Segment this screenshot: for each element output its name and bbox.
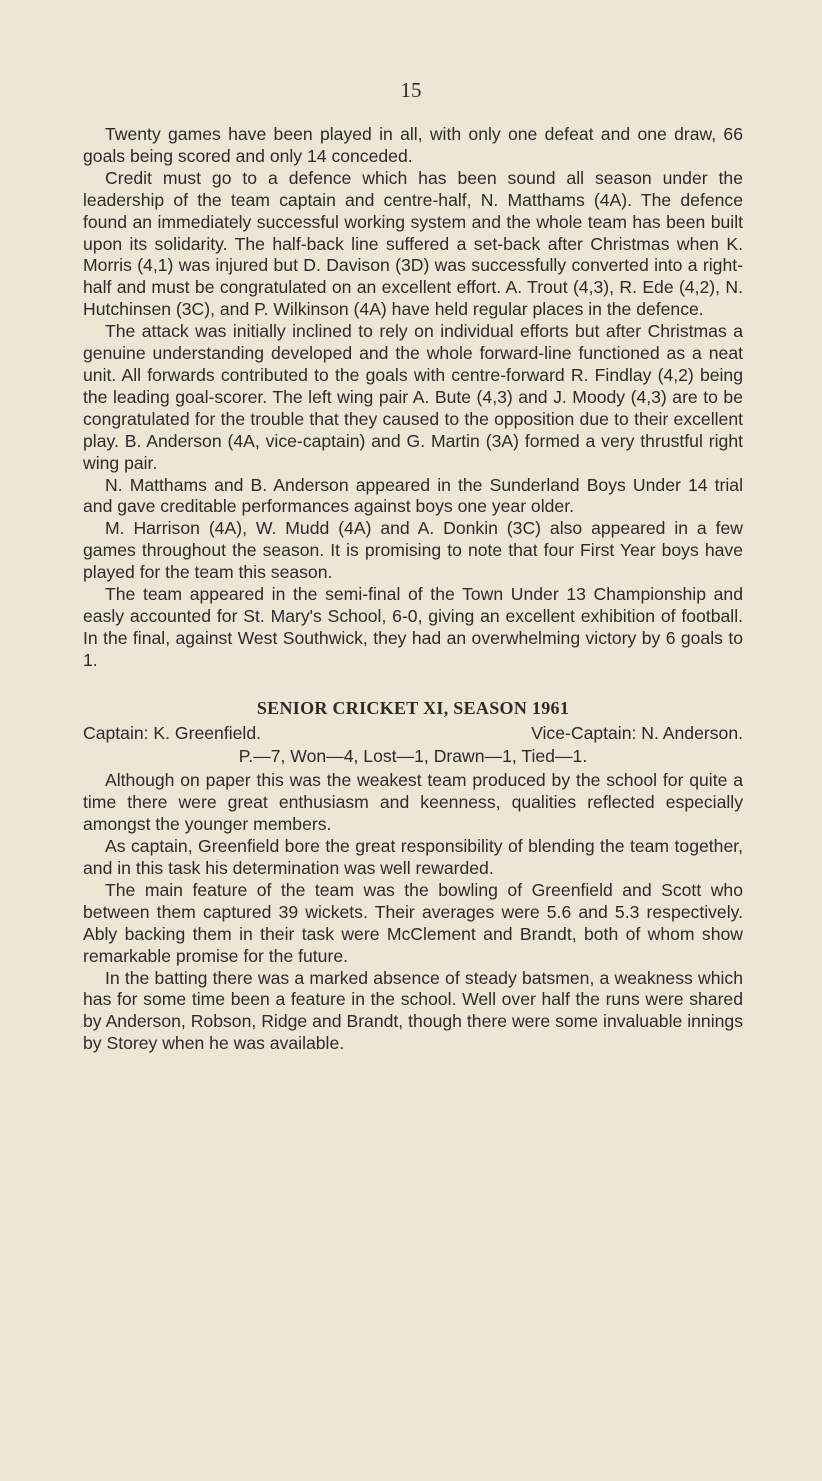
section-heading-cricket: SENIOR CRICKET XI, SEASON 1961 — [256, 697, 570, 718]
page-number: 15 — [400, 78, 422, 102]
paragraph-cricket-batting: In the batting there was a marked absence of steady batsmen, a weakness which has for some time been a feature in the school. Well over half the runs were shared by Anderson, Robson, Ridge and Brandt, though there were some invaluable innings by Storey when he was available. — [83, 967, 743, 1054]
paragraph-cricket-captain: As captain, Greenfield bore the great responsibility of blending the team together, and in this task his determination was well rewarded. — [83, 836, 743, 878]
paragraph-cricket-overview: Although on paper this was the weakest team produced by the school for quite a time there were great enthusiasm and keenness, qualities reflected especially amongst the younger members. — [83, 770, 743, 835]
cricket-vice-captain: Vice-Captain: N. Anderson. — [531, 722, 743, 743]
paragraph-other-players: M. Harrison (4A), W. Mudd (4A) and A. Donkin (3C) also appeared in a few games throughout the season. It is promising to note that four First Year boys have played for the team this season. — [83, 518, 743, 583]
paragraph-season-summary: Twenty games have been played in all, with only one defeat and one draw, 66 goals being scored and only 14 conceded. — [83, 124, 743, 166]
paragraph-attack: The attack was initially inclined to rely on individual efforts but after Christmas a genuine understanding developed and the whole forward-line functioned as a neat unit. All forwards contributed to the goals with centre-forward R. Findlay (4,2) being the leading goal-scorer. The left wing pair A. Bute (4,3) and J. Moody (4,3) are to be congratulated for the trouble that they caused to the opposition due to their excellent play. B. Anderson (4A, vice-captain) and G. Martin (3A) formed a very thrustful right wing pair. — [83, 321, 743, 473]
paragraph-defence: Credit must go to a defence which has been sound all season under the leadership of the team captain and centre-half, N. Matthams (4A). The defence found an immediately successful working system and the whole team has been built upon its solidarity. The half-back line suffered a set-back after Christmas when K. Morris (4,1) was injured but D. Davison (3D) was successfully converted into a right-half and must be congratulated on an excellent effort. A. Trout (4,3), R. Ede (4,2), N. Hutchinsen (3C), and P. Wilkinson (4A) have held regular places in the defence. — [83, 167, 743, 320]
paragraph-cricket-bowling: The main feature of the team was the bowling of Greenfield and Scott who between them captured 39 wickets. Their averages were 5.6 and 5.3 respectively. Ably backing them in their task were McClement and Brandt, both of whom show remarkable promise for the future. — [83, 879, 743, 966]
paragraph-sunderland-trial: N. Matthams and B. Anderson appeared in the Sunderland Boys Under 14 trial and gave creditable performances against boys one year older. — [83, 474, 743, 517]
cricket-captain: Captain: K. Greenfield. — [83, 722, 261, 743]
cricket-results: P.—7, Won—4, Lost—1, Drawn—1, Tied—1. — [238, 746, 588, 767]
cricket-officers — [83, 723, 743, 745]
article-body — [83, 124, 743, 1055]
paragraph-championship: The team appeared in the semi-final of the Town Under 13 Championship and easly accounted for St. Mary's School, 6-0, giving an excellent exhibition of football. In the final, against West Southwick, they had an overwhelming victory by 6 goals to 1. — [83, 584, 743, 670]
